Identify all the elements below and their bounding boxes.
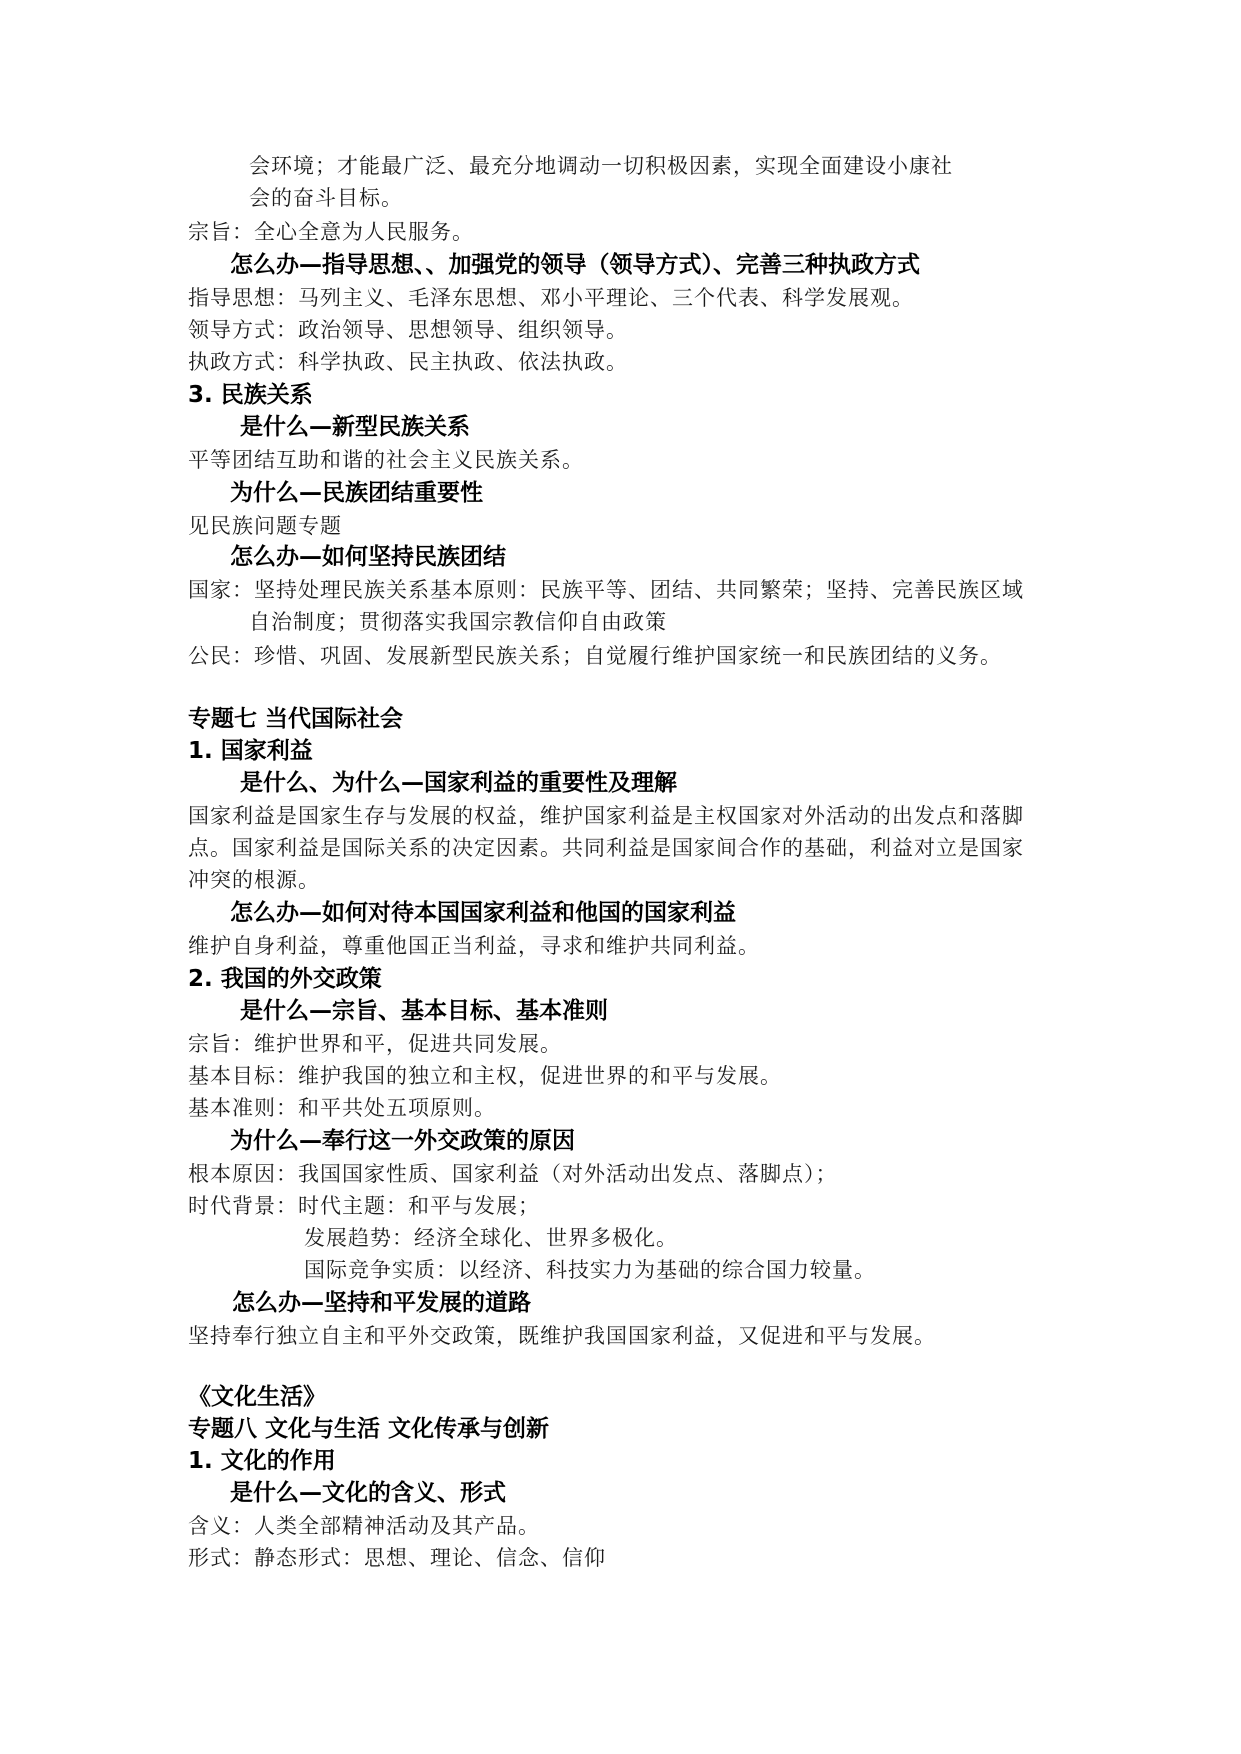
- subheading: 怎么办—坚持和平发展的道路: [232, 1290, 531, 1316]
- subheading: 怎么办—指导思想、、加强党的领导（领导方式）、完善三种执政方式: [230, 252, 920, 278]
- text-line: 见民族问题专题: [188, 514, 342, 538]
- subheading: 是什么—文化的含义、形式: [230, 1480, 506, 1506]
- text-line: 会环境；才能最广泛、最充分地调动一切积极因素，实现全面建设小康社: [249, 154, 953, 178]
- text-line: 发展趋势：经济全球化、世界多极化。: [304, 1226, 678, 1250]
- subheading: 怎么办—如何坚持民族团结: [230, 544, 506, 570]
- text-line: 公民：珍惜、巩固、发展新型民族关系；自觉履行维护国家统一和民族团结的义务。: [188, 644, 1002, 668]
- section-heading: 2. 我国的外交政策: [188, 966, 382, 992]
- section-heading: 3. 民族关系: [188, 382, 313, 408]
- text-line: 自治制度；贯彻落实我国宗教信仰自由政策: [249, 610, 667, 634]
- subheading: 为什么—奉行这一外交政策的原因: [230, 1128, 575, 1154]
- text-line: 点。国家利益是国际关系的决定因素。共同利益是国家间合作的基础，利益对立是国家: [188, 836, 1024, 860]
- section-heading: 1. 文化的作用: [188, 1448, 336, 1474]
- text-line: 会的奋斗目标。: [249, 186, 403, 210]
- text-line: 宗旨：维护世界和平，促进共同发展。: [188, 1032, 562, 1056]
- text-line: 根本原因：我国国家性质、国家利益（对外活动出发点、落脚点）；: [188, 1162, 838, 1186]
- subheading: 怎么办—如何对待本国国家利益和他国的国家利益: [230, 900, 736, 926]
- text-line: 国家利益是国家生存与发展的权益，维护国家利益是主权国家对外活动的出发点和落脚: [188, 804, 1024, 828]
- text-line: 国家：坚持处理民族关系基本原则：民族平等、团结、共同繁荣；坚持、完善民族区域: [188, 578, 1024, 602]
- subheading: 是什么—宗旨、基本目标、基本准则: [240, 998, 608, 1024]
- text-line: 时代背景：时代主题：和平与发展；: [188, 1194, 540, 1218]
- text-line: 基本准则：和平共处五项原则。: [188, 1096, 496, 1120]
- text-line: 领导方式：政治领导、思想领导、组织领导。: [188, 318, 628, 342]
- part-heading: 《文化生活》: [188, 1384, 326, 1410]
- text-line: 执政方式：科学执政、民主执政、依法执政。: [188, 350, 628, 374]
- section-heading: 1. 国家利益: [188, 738, 313, 764]
- text-line: 冲突的根源。: [188, 868, 320, 892]
- text-line: 指导思想：马列主义、毛泽东思想、邓小平理论、三个代表、科学发展观。: [188, 286, 914, 310]
- text-line: 形式：静态形式：思想、理论、信念、信仰: [188, 1546, 606, 1570]
- chapter-heading: 专题八 文化与生活 文化传承与创新: [188, 1416, 550, 1442]
- subheading: 是什么—新型民族关系: [240, 414, 470, 440]
- text-line: 平等团结互助和谐的社会主义民族关系。: [188, 448, 584, 472]
- subheading: 为什么—民族团结重要性: [230, 480, 483, 506]
- text-line: 坚持奉行独立自主和平外交政策，既维护我国国家利益，又促进和平与发展。: [188, 1324, 936, 1348]
- text-line: 基本目标：维护我国的独立和主权，促进世界的和平与发展。: [188, 1064, 782, 1088]
- subheading: 是什么、为什么—国家利益的重要性及理解: [240, 770, 677, 796]
- chapter-heading: 专题七 当代国际社会: [188, 706, 404, 732]
- text-line: 国际竞争实质：以经济、科技实力为基础的综合国力较量。: [304, 1258, 876, 1282]
- text-line: 宗旨：全心全意为人民服务。: [188, 220, 474, 244]
- text-line: 维护自身利益，尊重他国正当利益，寻求和维护共同利益。: [188, 934, 760, 958]
- text-line: 含义：人类全部精神活动及其产品。: [188, 1514, 540, 1538]
